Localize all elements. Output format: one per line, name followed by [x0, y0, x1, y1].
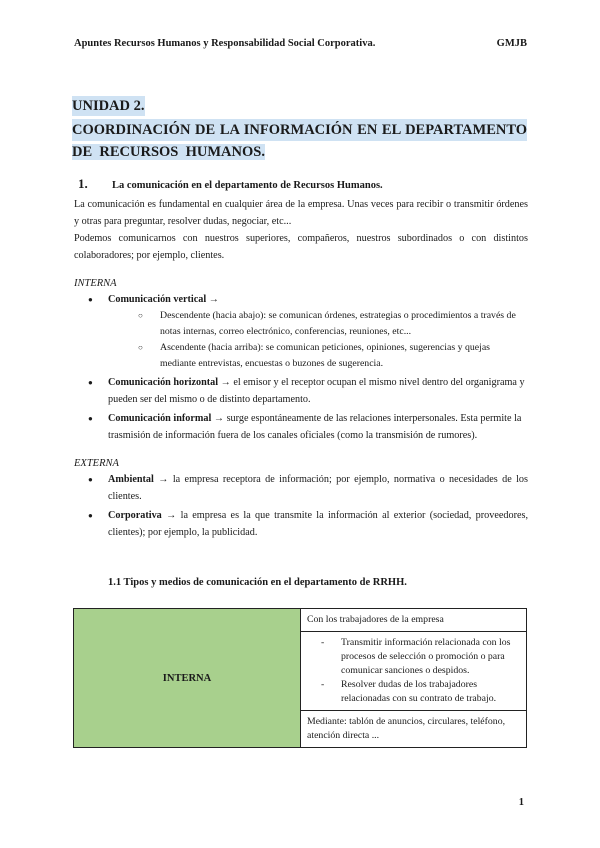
dash-list: [307, 636, 520, 706]
unit-heading: [72, 96, 527, 163]
row-header-interna: INTERNA: [74, 609, 301, 748]
communication-table: [73, 608, 527, 748]
unit-label: UNIDAD 2.: [72, 98, 145, 114]
list-item: [74, 410, 528, 444]
list-item: - Resolver dudas de los trabajadores relacionadas con su contrato de trabajo.: [307, 678, 520, 706]
list-item: [74, 291, 528, 372]
section-1-heading: [74, 176, 528, 192]
list-item: [74, 507, 528, 541]
vertical-sublist: [108, 308, 528, 372]
media-cell: Mediante: tablón de anuncios, circulares, teléfono, atención directa ...: [301, 711, 527, 748]
header-author: GMJB: [496, 38, 527, 49]
term: Comunicación horizontal: [108, 377, 219, 388]
term: Corporativa: [108, 510, 162, 521]
term: Comunicación informal: [108, 413, 212, 424]
bullets-cell: [301, 632, 527, 711]
column-header: Con los trabajadores de la empresa: [301, 609, 527, 632]
interna-list: [74, 291, 528, 444]
unit-title-line2: DE RECURSOS HUMANOS.: [72, 144, 265, 160]
arrow: →: [208, 294, 219, 305]
arrow: →: [213, 413, 225, 424]
section-1-paragraph-1: La comunicación es fundamental en cualquier área de la empresa. Unas veces para recibir o transmitir órdenes y otras para preguntar, resolver dudas, negociar, etc...: [74, 199, 528, 227]
section-1-title: La comunicación en el departamento de Recursos Humanos.: [112, 180, 383, 191]
subsection-title: 1.1 Tipos y medios de comunicación en el departamento de RRHH.: [108, 577, 407, 588]
header-title: Apuntes Recursos Humanos y Responsabilidad Social Corporativa.: [74, 38, 376, 49]
description: el emisor y el receptor ocupan el mismo nivel dentro del organigrama y pueden ser del mismo o de distinto departamento.: [108, 377, 525, 405]
interna-label: INTERNA: [74, 278, 117, 289]
arrow: →: [158, 474, 169, 485]
list-item: [74, 471, 528, 505]
sub-item: ○ Descendente (hacia abajo): se comunican órdenes, estrategias o procedimientos a través de notas internas, correo electrónico, conferencias, reuniones, etc...: [108, 308, 528, 340]
externa-list: [74, 471, 528, 541]
arrow: →: [220, 377, 231, 388]
arrow: →: [166, 510, 177, 521]
term: Ambiental: [108, 474, 154, 485]
list-item: - Transmitir información relacionada con los procesos de selección o promoción o para comunicar sanciones o despidos.: [307, 636, 520, 678]
section-1: [74, 176, 528, 543]
section-1-paragraph-2: Podemos comunicarnos con nuestros superiores, compañeros, nuestros subordinados o con distintos colaboradores; por ejemplo, clientes.: [74, 233, 528, 261]
table-row: [74, 609, 527, 632]
section-1-number: 1.: [78, 176, 88, 191]
description: la empresa es la que transmite la información al exterior (sociedad, proveedores, clientes); por ejemplo, la publicidad.: [108, 510, 528, 538]
externa-label: EXTERNA: [74, 458, 119, 469]
sub-item: ○ Ascendente (hacia arriba): se comunican peticiones, opiniones, sugerencias y quejas mediante entrevistas, encuestas o buzones de sugerencia.: [108, 340, 528, 372]
unit-title-line1: COORDINACIÓN DE LA INFORMACIÓN EN EL DEPARTAMENTO: [72, 119, 527, 141]
term: Comunicación vertical: [108, 294, 207, 305]
page-number: 1: [518, 797, 524, 808]
list-item: [74, 374, 528, 408]
description: la empresa receptora de información; por ejemplo, normativa o necesidades de los clientes.: [108, 474, 528, 502]
description: surge espontáneamente de las relaciones interpersonales. Esta permite la trasmisión de información fuera de los canales oficiales (como la transmisión de rumores).: [108, 413, 522, 441]
